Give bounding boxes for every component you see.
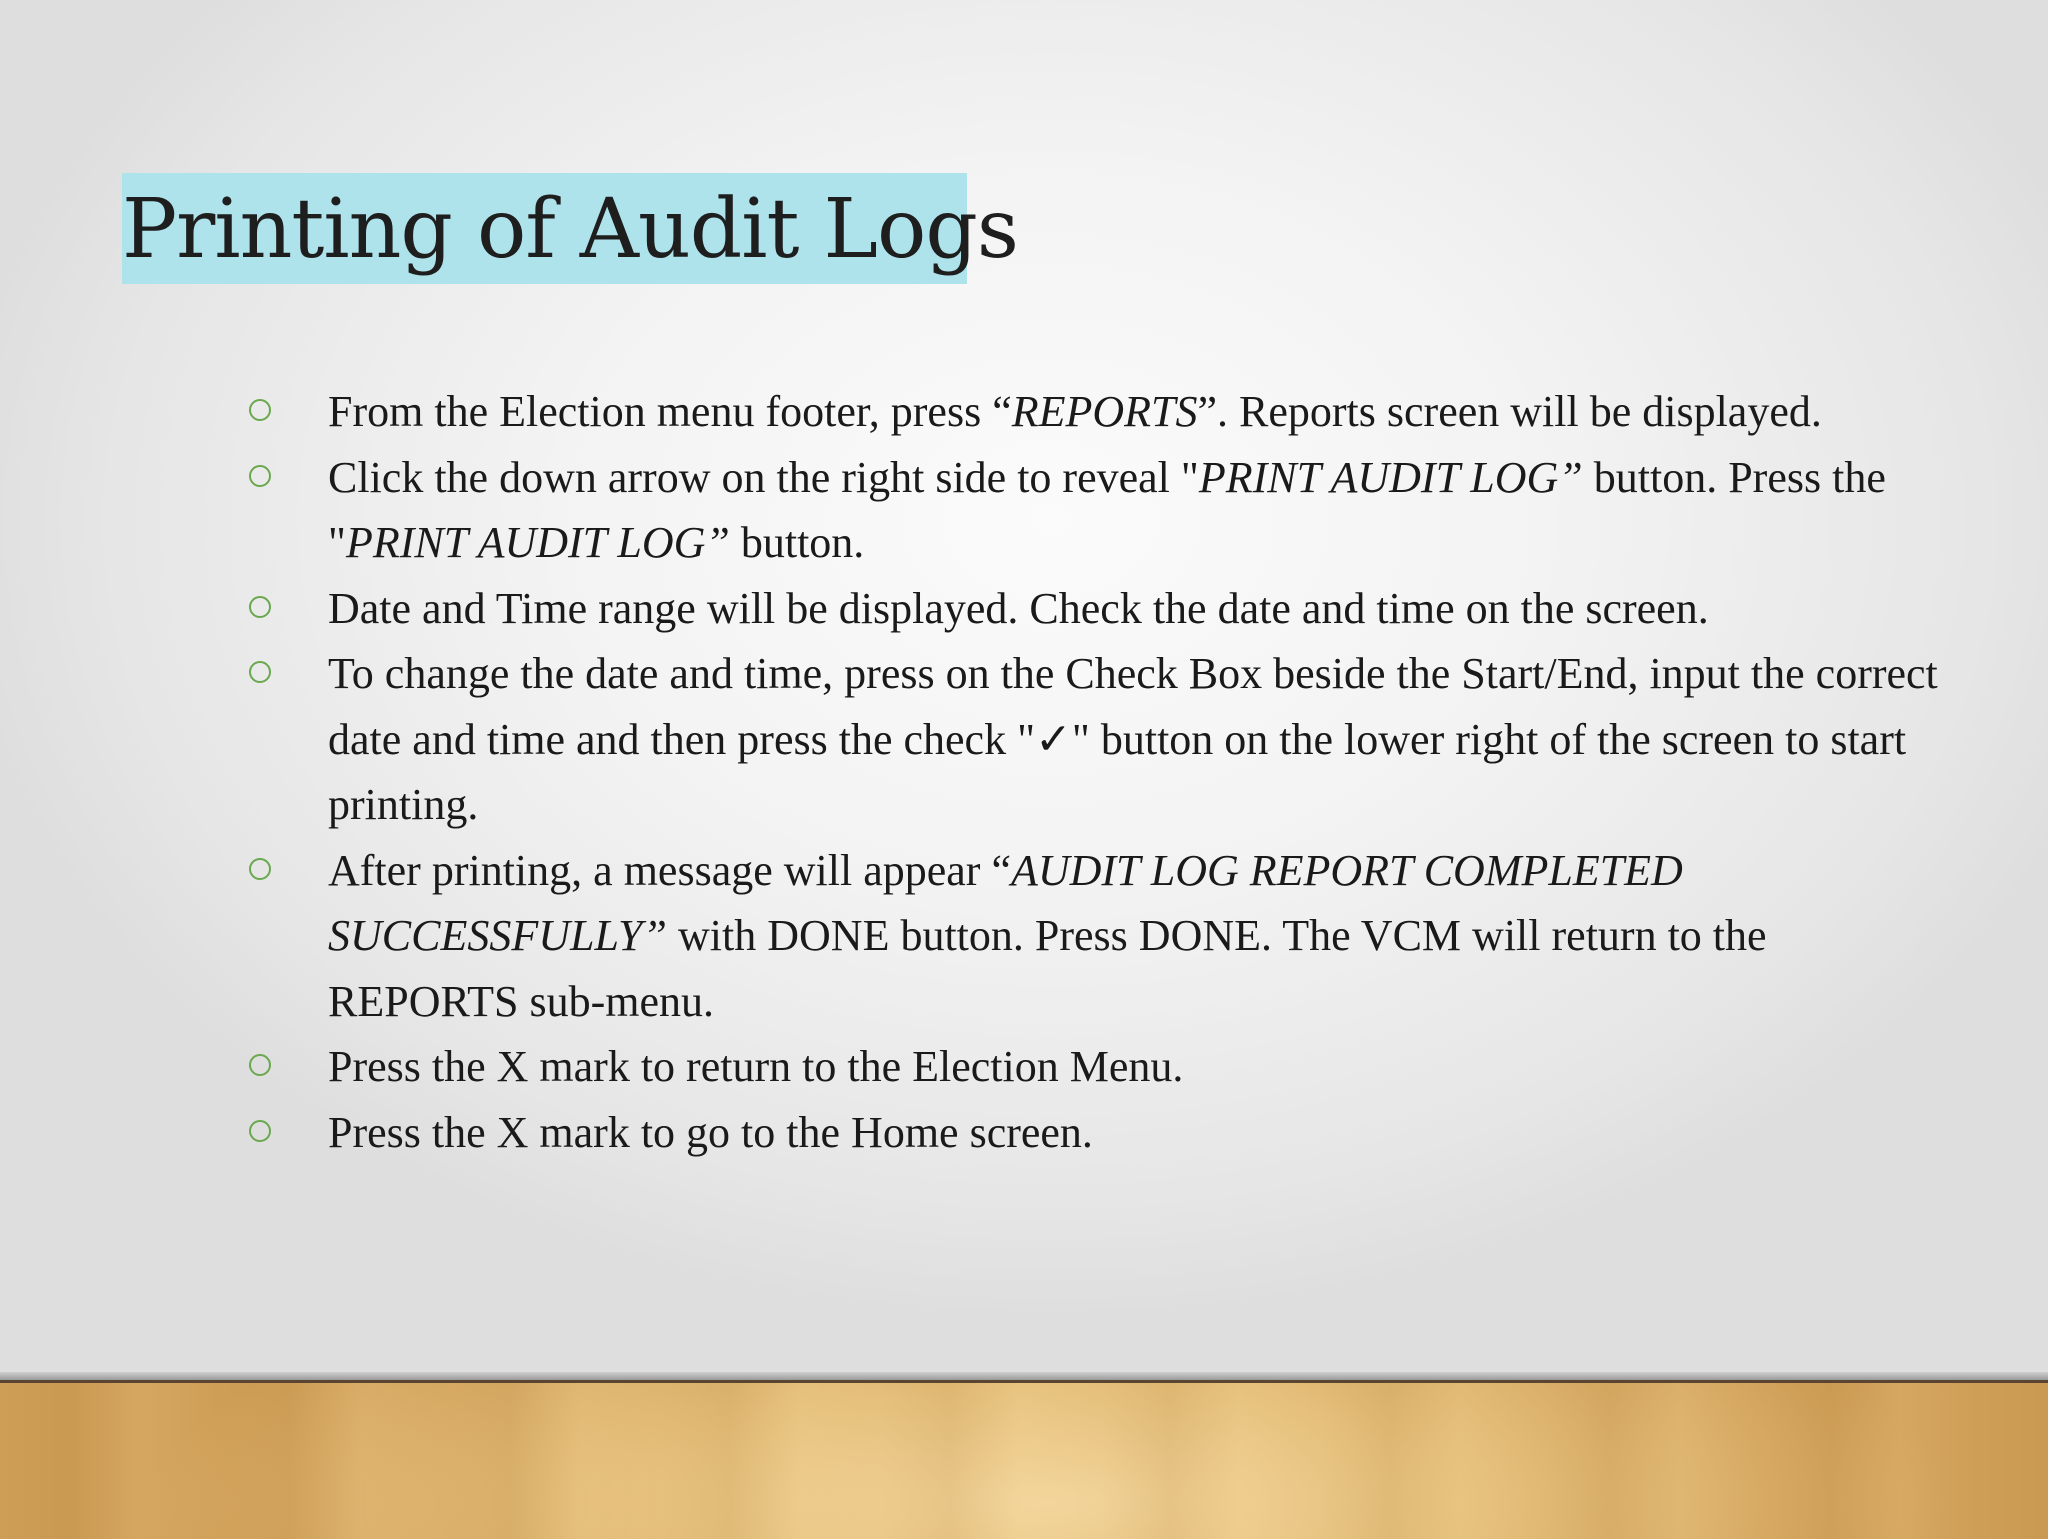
bullet-text bbox=[328, 584, 1709, 633]
bullet-text-segment: From the Election menu footer, press “ bbox=[328, 387, 1012, 436]
circle-bullet-icon bbox=[249, 465, 271, 487]
bullet-text bbox=[328, 649, 1938, 829]
bullet-item bbox=[238, 445, 1938, 576]
bullet-text bbox=[328, 387, 1822, 436]
bullet-item bbox=[238, 641, 1938, 838]
bullet-text-segment: REPORTS bbox=[1011, 387, 1198, 436]
bullet-item bbox=[238, 1034, 1938, 1100]
bullet-text bbox=[328, 846, 1767, 1026]
bullet-text-segment: To change the date and time, press on the Check Box beside the Start/End, input the correct date and time and then press the check "✓" button on the lower right of the screen to start printing. bbox=[328, 649, 1938, 829]
bullet-item bbox=[238, 379, 1938, 445]
wood-floor bbox=[0, 1380, 2048, 1539]
circle-bullet-icon bbox=[249, 1054, 271, 1076]
bullet-text-segment: Click the down arrow on the right side to reveal " bbox=[328, 452, 1199, 502]
bullet-item bbox=[238, 1100, 1938, 1166]
circle-bullet-icon bbox=[249, 596, 271, 618]
bullet-text-segment: ”. Reports screen will be displayed. bbox=[1197, 387, 1822, 436]
bullet-text bbox=[328, 1108, 1093, 1157]
slide-title: Printing of Audit Logs bbox=[122, 182, 1018, 277]
bullet-list bbox=[238, 379, 1938, 1165]
bullet-text bbox=[328, 453, 1886, 568]
bullet-text-segment: button. Press the " bbox=[328, 452, 1886, 567]
bullet-text-segment: with DONE button. Press DONE. The VCM will return to the REPORTS sub-menu. bbox=[328, 911, 1767, 1026]
circle-bullet-icon bbox=[249, 1120, 271, 1142]
bullet-text-segment: PRINT AUDIT LOG” bbox=[1198, 452, 1583, 502]
circle-bullet-icon bbox=[249, 661, 271, 683]
bullet-text-segment: Press the X mark to go to the Home screen. bbox=[328, 1107, 1093, 1157]
bullet-item bbox=[238, 838, 1938, 1035]
bullet-text-segment: Press the X mark to return to the Election Menu. bbox=[328, 1042, 1184, 1091]
bullet-text-segment: AUDIT LOG REPORT COMPLETED SUCCESSFULLY” bbox=[328, 845, 1683, 960]
bullet-text bbox=[328, 1042, 1183, 1091]
circle-bullet-icon bbox=[249, 399, 271, 421]
circle-bullet-icon bbox=[249, 858, 271, 880]
bullet-text-segment: After printing, a message will appear “ bbox=[328, 845, 1011, 895]
bullet-text-segment: button. bbox=[729, 518, 865, 567]
bullet-item bbox=[238, 576, 1938, 642]
bullet-text-segment: Date and Time range will be displayed. Check the date and time on the screen. bbox=[328, 583, 1709, 633]
bullet-text-segment: PRINT AUDIT LOG” bbox=[345, 518, 730, 567]
